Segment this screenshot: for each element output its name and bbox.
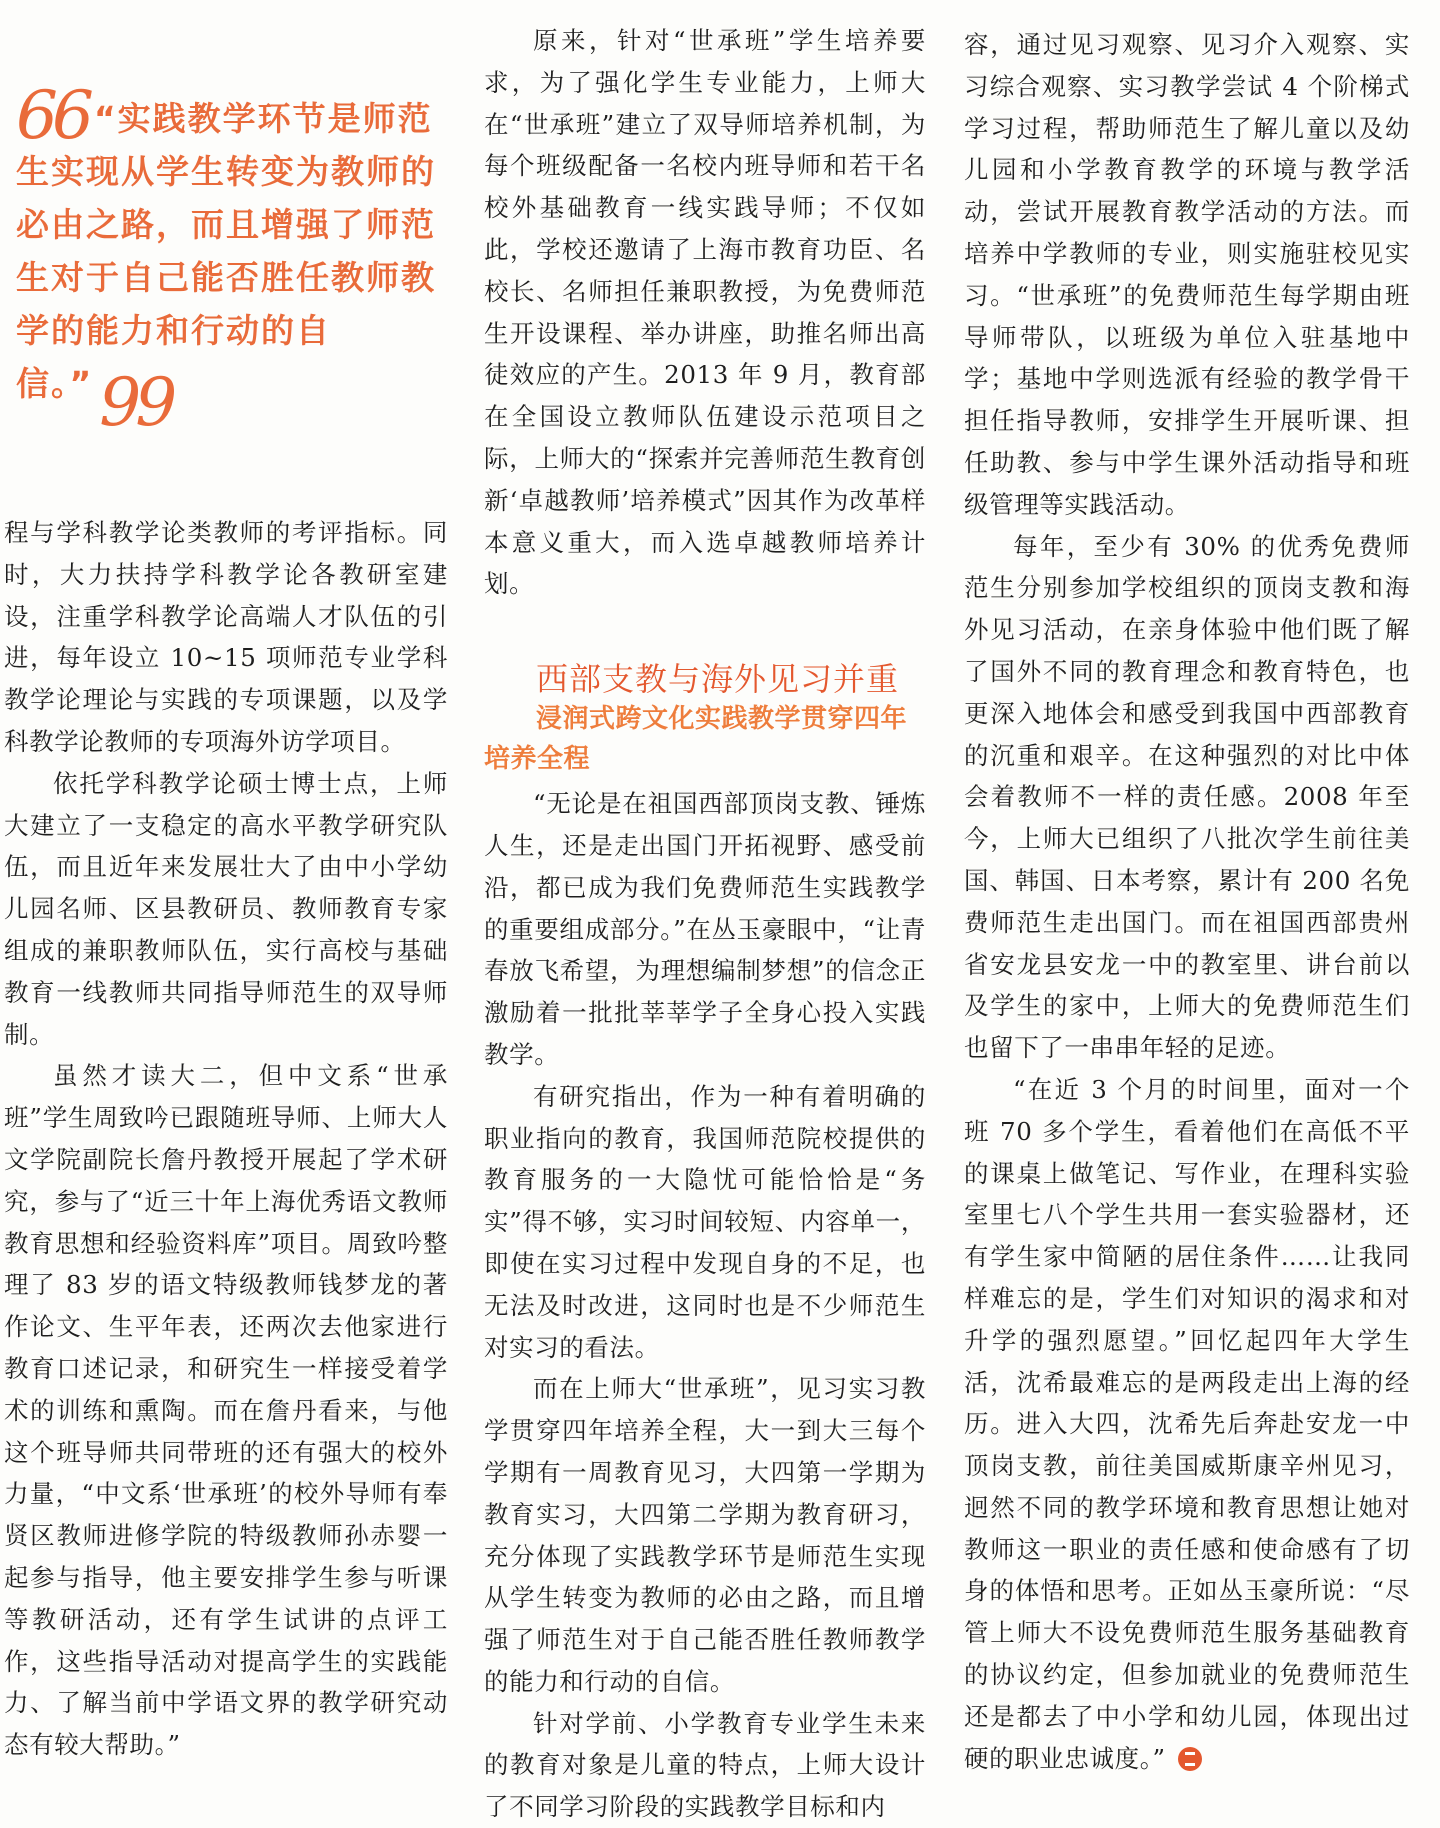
column-right-body — [964, 24, 1410, 1779]
end-mark-icon — [1178, 1747, 1202, 1771]
section-subtitle: 浸润式跨文化实践教学贯穿四年培养全程 — [484, 704, 908, 775]
paragraph: 而在上师大“世承班”，见习实习教学贯穿四年培养全程，大一到大三每个学期有一周教育见习，大四第一学期为教育实习，大四第二学期为教育研习，充分体现了实践教学环节是师范生实现从学生转变为教师的必由之路，而且增强了师范生对于自己能否胜任教师教学的能力和行动的自信。 — [484, 1374, 926, 1696]
paragraph-last — [964, 1069, 1410, 1780]
paragraph: 程与学科教学论类教师的考评指标。同时，大力扶持学科教学论各教研室建设，注重学科教学论高端人才队伍的引进，每年设立 10~15 项师范专业学科教学论理论与实践的专项课题，以及学科教学论教师的专项海外访学项目。 — [4, 518, 448, 756]
paragraph: 每年，至少有 30% 的优秀免费师范生分别参加学校组织的顶岗支教和海外见习活动，在亲身体验中他们既了解了国外不同的教育理念和教育特色，也更深入地体会和感受到我国中西部教育的沉重和艰辛。在这种强烈的对比中体会着教师不一样的责任感。2008 年至今，上师大已组织了八批次学生前往美国、韩国、日本考察，累计有 200 名免费师范生走出国门。而在祖国西部贵州省安龙县安龙一中的教室里、讲台前以及学生的家中，上师大的免费师范生们也留下了一串串年轻的足迹。 — [964, 531, 1410, 1063]
paragraph: 虽然才读大二，但中文系“世承班”学生周致吟已跟随班导师、上师大人文学院副院长詹丹教授开展起了学术研究，参与了“近三十年上海优秀语文教师教育思想和经验资料库”项目。周致吟整理了 83 岁的语文特级教师钱梦龙的著作论文、生平年表，还两次去他家进行教育口述记录，和研究生一样接受着学术的训练和熏陶。而在詹丹看来，与他这个班导师共同带班的还有强大的校外力量，“中文系‘世承班’的校外导师有奉贤区教师进修学院的特级教师孙赤婴一起参与指导，他主要安排学生参与听课等教研活动，还有学生试讲的点评工作，这些指导活动对提高学生的实践能力、了解当前中学语文界的教学研究动态有较大帮助。” — [4, 1061, 448, 1760]
section-title: 西部支教与海外见习并重 — [536, 660, 900, 699]
paragraph: 原来，针对“世承班”学生培养要求，为了强化学生专业能力，上师大在“世承班”建立了双导师培养机制，为每个班级配备一名校内班导师和若干名校外基础教育一线实践导师；不仅如此，学校还邀请了上海市教育功臣、名校长、名师担任兼职教授，为免费师范生开设课程、举办讲座，助推名师出高徒效应的产生。2013 年 9 月，教育部在全国设立教师队伍建设示范项目之际，上师大的“探索并完善师范生教育创新‘卓越教师’培养模式”因其作为改革样本意义重大，而入选卓越教师培养计划。 — [484, 26, 926, 599]
close-quote-mark: 99 — [99, 364, 172, 441]
paragraph: 有研究指出，作为一种有着明确的职业指向的教育，我国师范院校提供的教育服务的一大隐忧可能恰恰是“务实”得不够，实习时间较短、内容单一，即使在实习过程中发现自身的不足，也无法及时改进，这同时也是不少师范生对实习的看法。 — [484, 1081, 926, 1362]
paragraph-text: “在近 3 个月的时间里，面对一个班 70 多个学生，看着他们在高低不平的课桌上做笔记、写作业，在理科实验室里七八个学生共用一套实验器材，还有学生家中简陋的居住条件……让我同样难忘的是，学生们对知识的渴求和对升学的强烈愿望。”回忆起四年大学生活，沈希最难忘的是两段走出上海的经历。进入大四，沈希先后奔赴安龙一中顶岗支教，前往美国威斯康辛州见习，迥然不同的教学环境和教育思想让她对教师这一职业的责任感和使命感有了切身的体悟和思考。正如丛玉豪所说：“尽管上师大不设免费师范生服务基础教育的协议约定，但参加就业的免费师范生还是都去了中小学和幼儿园，体现出过硬的职业忠诚度。” — [964, 1074, 1410, 1773]
pull-quote-text: “实践教学环节是师范生实现从学生转变为教师的必由之路，而且增强了师范生对于自己能否胜任教师教学的能力和行动的自信。” — [16, 99, 436, 403]
paragraph: 依托学科教学论硕士博士点，上师大建立了一支稳定的高水平教学研究队伍，而且近年来发展壮大了由中小学幼儿园名师、区县教研员、教师教育专家组成的兼职教师队伍，实行高校与基础教育一线教师共同指导师范生的双导师制。 — [4, 768, 448, 1049]
pull-quote — [16, 77, 446, 441]
column-middle-body — [484, 20, 926, 1828]
column-left-body — [4, 512, 448, 1766]
paragraph: “无论是在祖国西部顶岗支教、锤炼人生，还是走出国门开拓视野、感受前沿，都已成为我们免费师范生实践教学的重要组成部分。”在丛玉豪眼中，“让青春放飞希望，为理想编制梦想”的信念正激励着一批批莘莘学子全身心投入实践教学。 — [484, 789, 926, 1069]
paragraph: 针对学前、小学教育专业学生未来的教育对象是儿童的特点，上师大设计了不同学习阶段的实践教学目标和内 — [484, 1708, 926, 1822]
open-quote-mark: 66 — [16, 77, 88, 154]
paragraph: 容，通过见习观察、见习介入观察、实习综合观察、实习教学尝试 4 个阶梯式学习过程，帮助师范生了解儿童以及幼儿园和小学教育教学的环境与教学活动，尝试开展教育教学活动的方法。而培养中学教师的专业，则实施驻校见实习。“世承班”的免费师范生每学期由班导师带队，以班级为单位入驻基地中学；基地中学则选派有经验的教学骨干担任指导教师，安排学生开展听课、担任助教、参与中学生课外活动指导和班级管理等实践活动。 — [964, 30, 1410, 519]
